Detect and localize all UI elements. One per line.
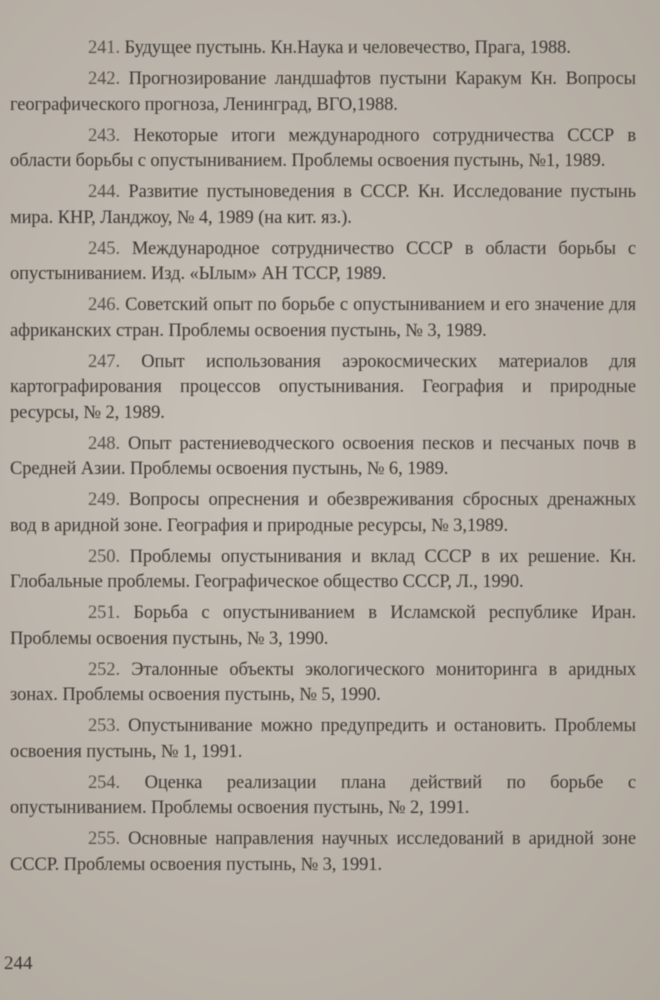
bibliography-entry	[10, 601, 636, 652]
page-number: 244	[4, 953, 33, 974]
bibliography-entry	[10, 180, 636, 231]
entry-text: Опыт растениеводческого освоения песков и песчаных почв в Средней Азии. Проблемы освоения пустынь, № 6, 1989.	[10, 433, 636, 479]
bibliography-entry	[10, 36, 636, 62]
bibliography-entry	[10, 67, 636, 118]
bibliography-entry	[10, 432, 636, 483]
entry-number: 252.	[88, 659, 120, 680]
entry-text: Оценка реализации плана действий по борьбе с опустыниванием. Проблемы освоения пустынь, № 2, 1991.	[10, 772, 636, 818]
bibliography-entry	[10, 488, 636, 539]
bibliography-entry	[10, 237, 636, 288]
entry-number: 243.	[88, 125, 120, 146]
entry-number: 245.	[88, 238, 120, 259]
bibliography-entry	[10, 714, 636, 765]
entry-text: Борьба с опустыниванием в Исламской республике Иран. Проблемы освоения пустынь, № 3, 1990.	[10, 603, 636, 649]
entry-text: Опыт использования аэрокосмических материалов для картографирования процессов опустынивания. География и природные ресурсы, № 2, 1989.	[10, 351, 636, 423]
entry-number: 247.	[88, 351, 120, 372]
bibliography-entry	[10, 124, 636, 175]
entry-text: Развитие пустыноведения в СССР. Кн. Исследование пустынь мира. КНР, Ланджоу, № 4, 1989 (на кит. яз.).	[10, 182, 636, 228]
entry-text: Основные направления научных исследований в аридной зоне СССР. Проблемы освоения пустынь, № 3, 1991.	[10, 829, 636, 875]
entry-text: Советский опыт по борьбе с опустыниванием и его значение для африканских стран. Проблемы освоения пустынь, № 3, 1989.	[10, 295, 636, 341]
entry-number: 244.	[88, 182, 120, 202]
bibliography-list	[10, 36, 636, 878]
bibliography-entry	[10, 293, 636, 344]
entry-text: Прогнозирование ландшафтов пустыни Каракум Кн. Вопросы географического прогноза, Ленинград, ВГО,1988.	[10, 69, 636, 115]
bibliography-entry	[10, 545, 636, 596]
entry-text: Опустынивание можно предупредить и остановить. Проблемы освоения пустынь, № 1, 1991.	[10, 716, 636, 762]
entry-number: 253.	[88, 716, 120, 736]
bibliography-entry	[10, 658, 636, 709]
entry-text: Некоторые итоги международного сотрудничества СССР в области борьбы с опустыниванием. Проблемы освоения пустынь, №1, 1989.	[10, 125, 636, 171]
entry-text: Вопросы опреснения и обезвреживания сбросных дренажных вод в аридной зоне. География и природные ресурсы, № 3,1989.	[10, 490, 636, 536]
entry-text: Проблемы опустынивания и вклад СССР в их решение. Кн. Глобальные проблемы. Географическое общество СССР, Л., 1990.	[10, 546, 637, 592]
entry-number: 254.	[88, 772, 120, 793]
entry-text: Будущее пустынь. Кн.Наука и человечество, Прага, 1988.	[124, 38, 571, 58]
entry-number: 251.	[88, 603, 120, 623]
entry-number: 249.	[88, 490, 120, 510]
entry-text: Эталонные объекты экологического мониторинга в аридных зонах. Проблемы освоения пустынь, № 5, 1990.	[10, 659, 637, 705]
entry-number: 241.	[88, 38, 120, 58]
entry-text: Международное сотрудничество СССР в области борьбы с опустыниванием. Изд. «Ылым» АН ТССР, 1989.	[10, 238, 636, 284]
bibliography-entry	[10, 827, 636, 878]
entry-number: 248.	[88, 433, 120, 454]
entry-number: 246.	[88, 295, 120, 315]
bibliography-entry	[10, 350, 636, 427]
entry-number: 242.	[88, 69, 120, 89]
entry-number: 250.	[88, 546, 120, 567]
bibliography-entry	[10, 771, 636, 822]
entry-number: 255.	[88, 829, 120, 849]
